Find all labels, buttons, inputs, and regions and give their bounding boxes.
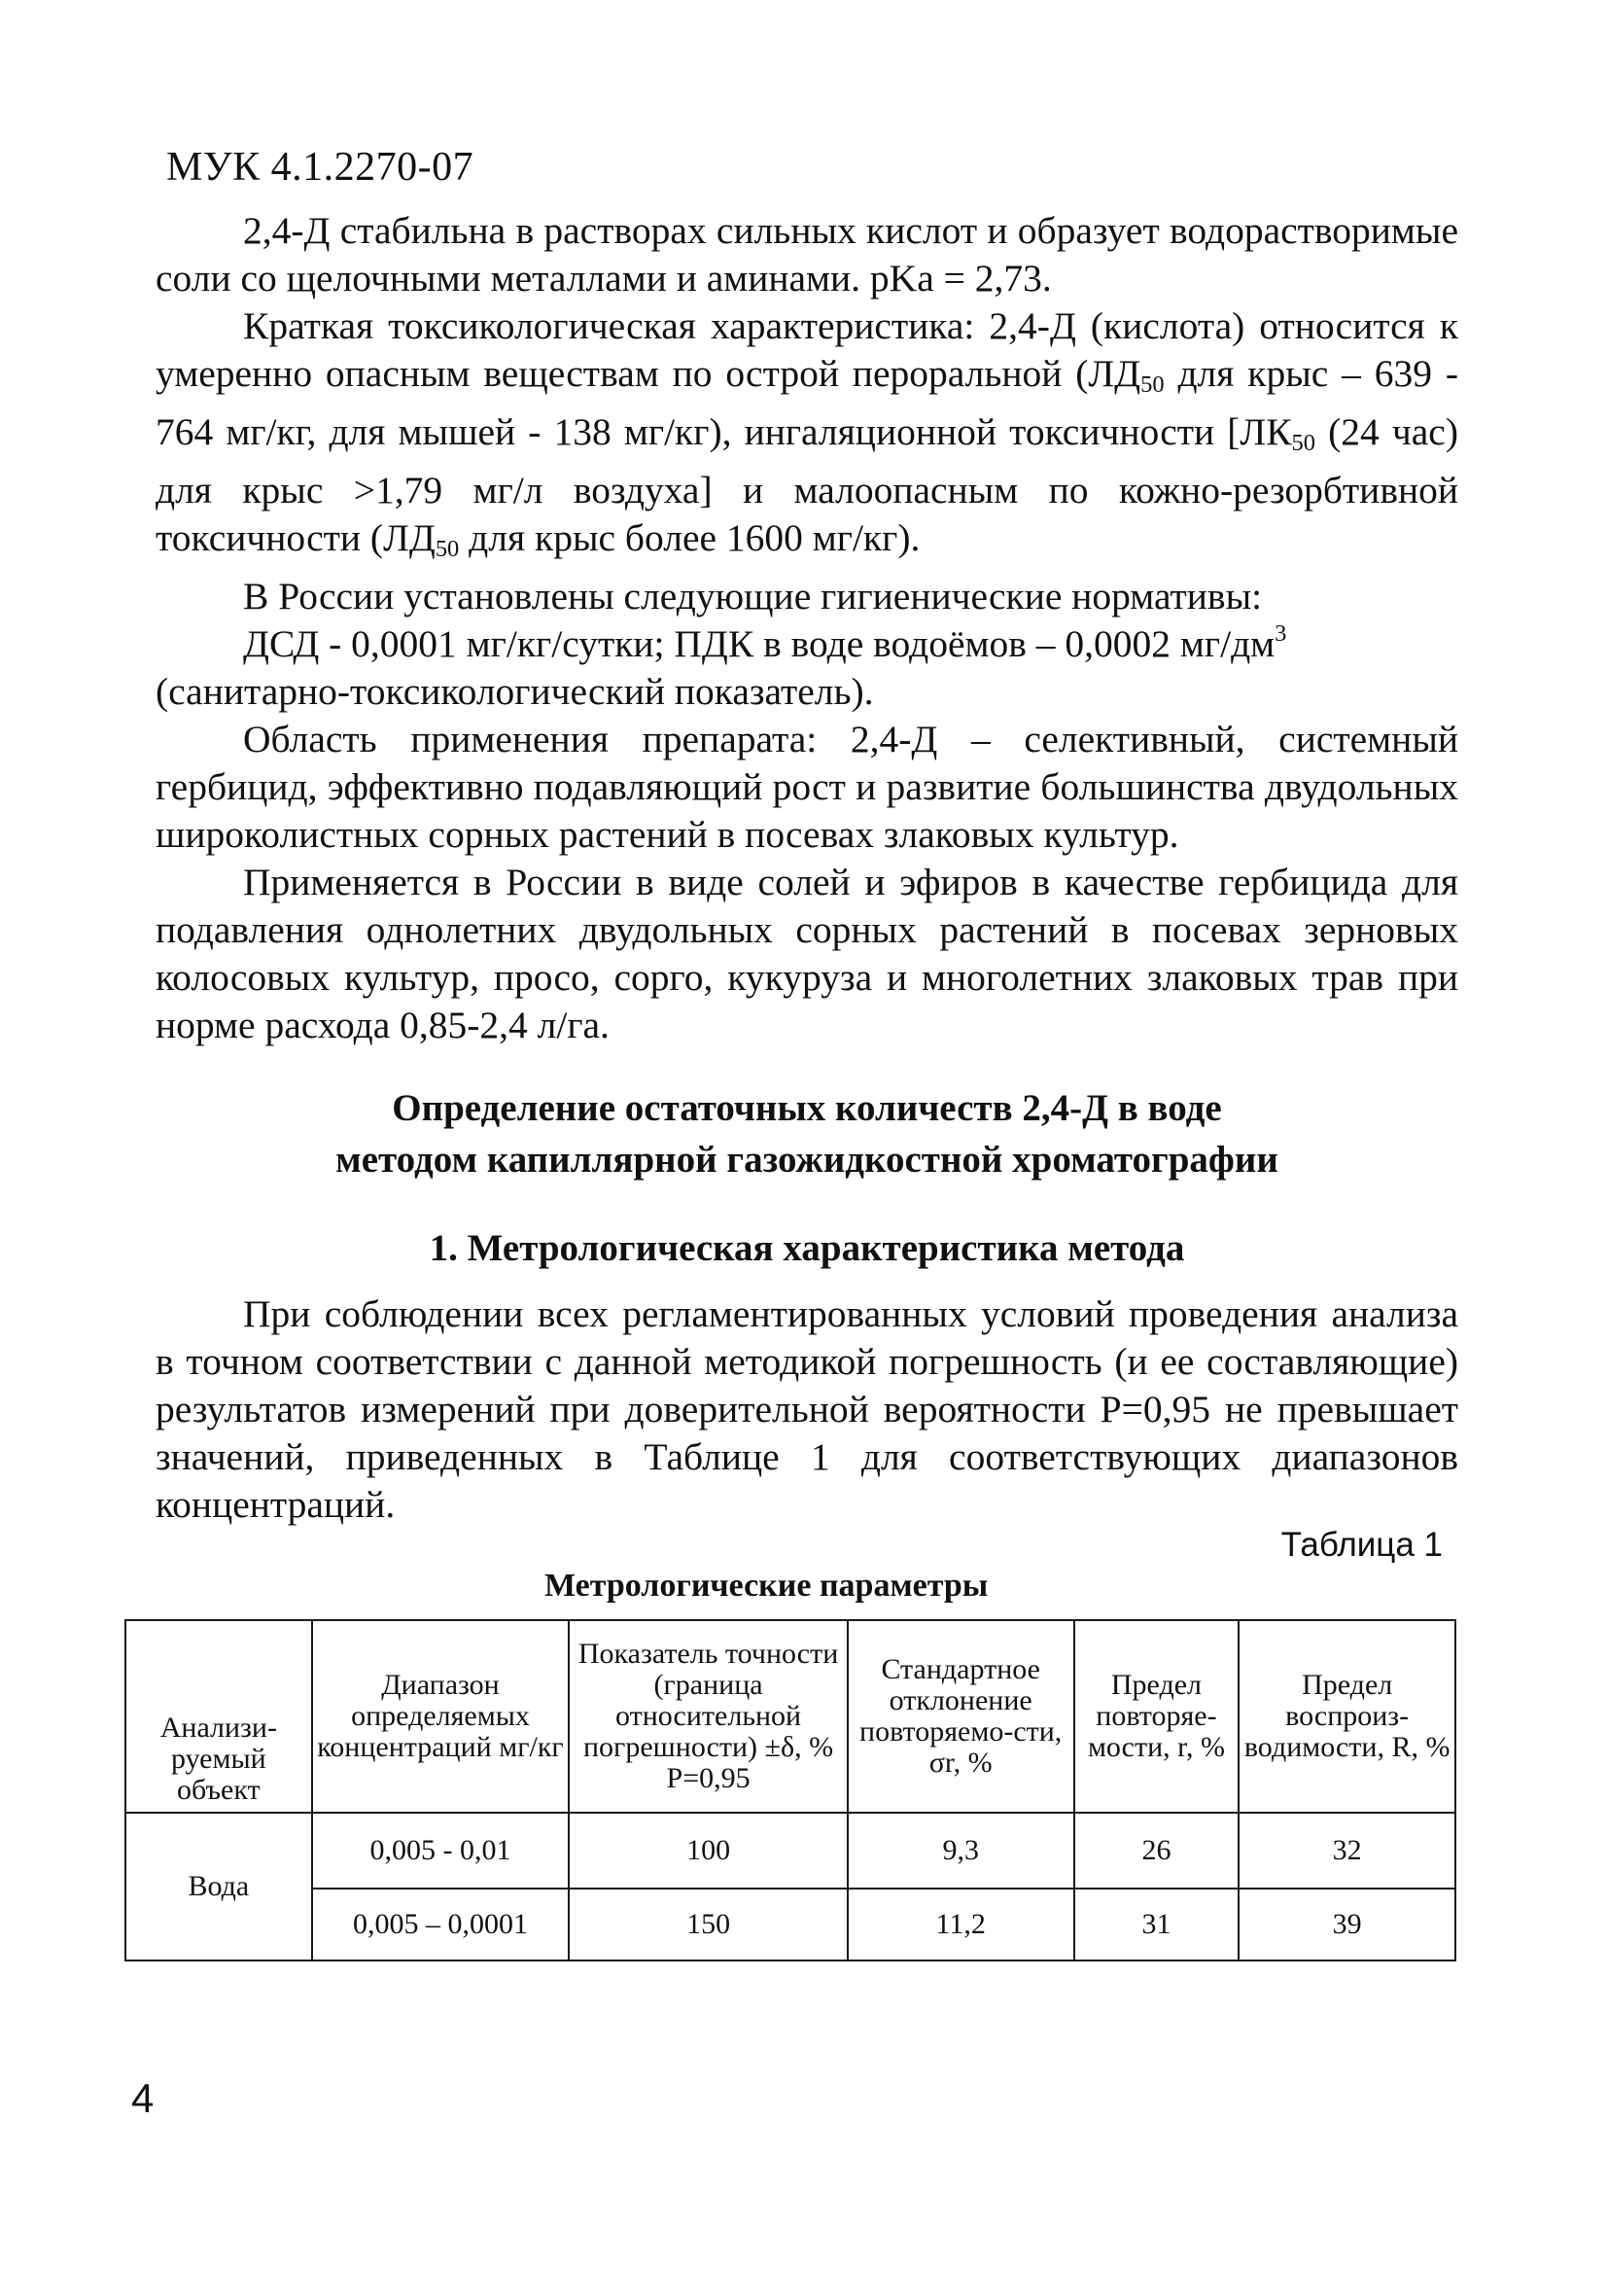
document-code-header: МУК 4.1.2270-07 — [166, 145, 474, 190]
cell-stddev: 9,3 — [848, 1813, 1074, 1889]
paragraph-usage-russia: Применяется в России в виде солей и эфиров в качестве гербицида для подавления однолетних двудольных сорных растений в посевах зерновых колосовых культур, просо, сорго, кукуруза и многолетних злаковых трав при норме расхода 0,85-2,4 л/га. — [156, 861, 1458, 1047]
intro-text-block — [156, 207, 1458, 1049]
cell-object: Вода — [125, 1813, 312, 1960]
cell-repeatability: 31 — [1074, 1889, 1240, 1960]
paragraph-toxicology: Краткая токсикологическая характеристика: 2,4-Д (кислота) относится к умеренно опасным веществам по острой пероральной ($ЛД_{50}$ для крыс – 639 - 764 мг/кг, для мышей - 138 мг/кг), ингаляционной токсичности [$ЛК_{50}$ (24 час) для крыс >1,79 мг/л воздуха] и малоопасным по кожно-резорбтивной токсичности ($ЛД_{50}$ для крыс более 1600 мг/кг). — [156, 304, 1458, 563]
header-stddev: Стандартное отклонение повторяемо-сти, σr, % — [848, 1620, 1074, 1813]
header-reproducibility: Предел воспроиз-водимости, R, % — [1239, 1620, 1455, 1813]
section-heading: 1. Метрологическая характеристика метода — [429, 1227, 1185, 1269]
header-range: Диапазон определяемых концентраций мг/кг — [312, 1620, 570, 1813]
table-row — [125, 1813, 1455, 1889]
header-repeatability: Предел повторяе-мости, r, % — [1074, 1620, 1240, 1813]
cell-repeatability: 26 — [1074, 1813, 1240, 1889]
paragraph-application-area: Область применения препарата: 2,4-Д – селективный, системный гербицид, эффективно подавляющий рост и развитие большинства двудольных широколистных сорных растений в посевах злаковых культур. — [156, 718, 1458, 857]
cell-accuracy: 100 — [569, 1813, 848, 1889]
header-object: Анализи-руемый объект — [125, 1620, 312, 1813]
main-heading — [156, 1082, 1458, 1185]
cell-range: 0,005 - 0,01 — [312, 1813, 570, 1889]
header-accuracy: Показатель точности (граница относительной погрешности) ±δ, % Р=0,95 — [569, 1620, 848, 1813]
section-text-block — [156, 1290, 1458, 1529]
paragraph-norms-values: ДСД - 0,0001 мг/кг/сутки; ПДК в воде водоёмов – 0,0002 $мг/дм^3$ — [243, 620, 1287, 666]
paragraph-stability: 2,4-Д стабильна в растворах сильных кислот и образует водорастворимые соли со щелочными металлами и аминами. pKa = 2,73. — [156, 209, 1458, 300]
main-heading-line1: Определение остаточных количеств 2,4-Д в воде — [392, 1087, 1222, 1129]
paragraph-norms-note: (санитарно-токсикологический показатель). — [156, 670, 874, 714]
page-number: 4 — [131, 2075, 155, 2121]
paragraph-norms-intro: В России установлены следующие гигиенические нормативы: — [243, 575, 1263, 618]
main-heading-line2: методом капиллярной газожидкостной хроматографии — [335, 1139, 1278, 1181]
metrology-table — [124, 1619, 1456, 1961]
table-title: Метрологические параметры — [544, 1568, 989, 1604]
cell-reproducibility: 32 — [1239, 1813, 1455, 1889]
cell-range: 0,005 – 0,0001 — [312, 1889, 570, 1960]
cell-reproducibility: 39 — [1239, 1889, 1455, 1960]
table-header-row — [125, 1620, 1455, 1813]
table-caption: Таблица 1 — [1280, 1526, 1443, 1564]
cell-accuracy: 150 — [569, 1889, 848, 1960]
table-row — [125, 1889, 1455, 1960]
paragraph-metrology: При соблюдении всех регламентированных условий проведения анализа в точном соответствии с данной методикой погрешность (и ее составляющие) результатов измерений при доверительной вероятности Р=0,95 не превышает значений, приведенных в Таблице 1 для соответствующих диапазонов концентраций. — [156, 1292, 1458, 1526]
cell-stddev: 11,2 — [848, 1889, 1074, 1960]
